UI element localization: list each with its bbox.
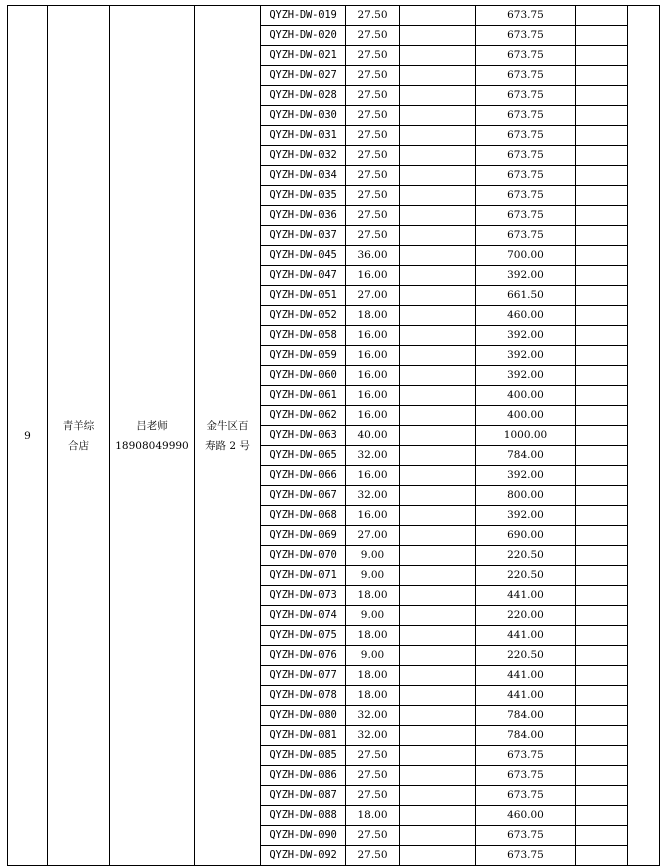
booth-area: 18.00 <box>346 686 400 706</box>
booth-code: QYZH-DW-035 <box>261 186 346 206</box>
booth-area: 16.00 <box>346 366 400 386</box>
blank-cell <box>576 626 628 646</box>
blank-cell <box>576 426 628 446</box>
booth-amount: 800.00 <box>476 486 576 506</box>
store-booth-table <box>7 5 660 866</box>
booth-code: QYZH-DW-090 <box>261 826 346 846</box>
blank-cell <box>400 146 476 166</box>
store-index: 9 <box>24 429 31 442</box>
booth-amount: 220.50 <box>476 566 576 586</box>
booth-code: QYZH-DW-063 <box>261 426 346 446</box>
blank-cell <box>576 226 628 246</box>
booth-code: QYZH-DW-061 <box>261 386 346 406</box>
booth-area: 16.00 <box>346 406 400 426</box>
blank-cell <box>576 546 628 566</box>
booth-code: QYZH-DW-047 <box>261 266 346 286</box>
booth-amount: 673.75 <box>476 766 576 786</box>
blank-cell <box>400 746 476 766</box>
booth-area: 27.50 <box>346 66 400 86</box>
blank-cell <box>400 106 476 126</box>
blank-cell <box>400 326 476 346</box>
blank-cell <box>400 826 476 846</box>
booth-area: 27.50 <box>346 746 400 766</box>
blank-cell <box>400 446 476 466</box>
blank-cell <box>576 286 628 306</box>
booth-code: QYZH-DW-074 <box>261 606 346 626</box>
booth-code: QYZH-DW-058 <box>261 326 346 346</box>
booth-area: 9.00 <box>346 646 400 666</box>
blank-cell <box>400 126 476 146</box>
blank-cell <box>400 366 476 386</box>
booth-code: QYZH-DW-060 <box>261 366 346 386</box>
booth-code: QYZH-DW-032 <box>261 146 346 166</box>
booth-amount: 673.75 <box>476 226 576 246</box>
booth-amount: 400.00 <box>476 406 576 426</box>
blank-cell <box>576 186 628 206</box>
booth-amount: 673.75 <box>476 126 576 146</box>
blank-cell <box>576 406 628 426</box>
booth-amount: 673.75 <box>476 846 576 866</box>
booth-code: QYZH-DW-076 <box>261 646 346 666</box>
blank-cell <box>576 246 628 266</box>
blank-cell <box>400 606 476 626</box>
blank-cell <box>576 6 628 26</box>
blank-cell <box>576 86 628 106</box>
booth-amount: 673.75 <box>476 106 576 126</box>
booth-code: QYZH-DW-085 <box>261 746 346 766</box>
blank-cell <box>400 566 476 586</box>
booth-code: QYZH-DW-067 <box>261 486 346 506</box>
booth-area: 18.00 <box>346 666 400 686</box>
booth-amount: 441.00 <box>476 586 576 606</box>
booth-area: 16.00 <box>346 326 400 346</box>
booth-amount: 784.00 <box>476 446 576 466</box>
blank-cell <box>576 66 628 86</box>
table-body <box>8 6 660 866</box>
blank-cell <box>400 546 476 566</box>
blank-cell <box>576 26 628 46</box>
booth-amount: 400.00 <box>476 386 576 406</box>
blank-cell <box>576 306 628 326</box>
booth-code: QYZH-DW-037 <box>261 226 346 246</box>
booth-code: QYZH-DW-068 <box>261 506 346 526</box>
blank-cell <box>400 26 476 46</box>
blank-cell <box>400 666 476 686</box>
store-address-cell <box>195 6 261 866</box>
blank-cell <box>576 446 628 466</box>
booth-amount: 673.75 <box>476 206 576 226</box>
blank-cell <box>576 586 628 606</box>
booth-area: 27.50 <box>346 226 400 246</box>
booth-amount: 673.75 <box>476 26 576 46</box>
blank-cell <box>400 286 476 306</box>
store-contact-cell <box>110 6 195 866</box>
blank-cell <box>576 206 628 226</box>
booth-area: 36.00 <box>346 246 400 266</box>
booth-amount: 441.00 <box>476 686 576 706</box>
booth-area: 27.00 <box>346 286 400 306</box>
booth-code: QYZH-DW-030 <box>261 106 346 126</box>
booth-area: 40.00 <box>346 426 400 446</box>
blank-cell <box>576 766 628 786</box>
blank-cell <box>576 386 628 406</box>
blank-cell <box>400 646 476 666</box>
booth-code: QYZH-DW-092 <box>261 846 346 866</box>
booth-amount: 1000.00 <box>476 426 576 446</box>
booth-area: 32.00 <box>346 486 400 506</box>
booth-area: 27.50 <box>346 186 400 206</box>
booth-area: 27.50 <box>346 206 400 226</box>
booth-code: QYZH-DW-087 <box>261 786 346 806</box>
blank-cell <box>576 786 628 806</box>
blank-cell <box>400 846 476 866</box>
booth-area: 27.50 <box>346 106 400 126</box>
store-name-line: 青羊综 <box>62 419 95 432</box>
booth-amount: 392.00 <box>476 466 576 486</box>
blank-cell <box>576 506 628 526</box>
booth-code: QYZH-DW-071 <box>261 566 346 586</box>
booth-area: 27.50 <box>346 146 400 166</box>
booth-amount: 673.75 <box>476 746 576 766</box>
blank-cell <box>576 126 628 146</box>
booth-code: QYZH-DW-080 <box>261 706 346 726</box>
booth-code: QYZH-DW-073 <box>261 586 346 606</box>
contact-name: 吕老师 <box>136 419 168 432</box>
blank-cell <box>576 466 628 486</box>
store-name-line: 合店 <box>68 439 89 452</box>
blank-cell <box>576 746 628 766</box>
booth-amount: 673.75 <box>476 86 576 106</box>
booth-code: QYZH-DW-027 <box>261 66 346 86</box>
booth-amount: 441.00 <box>476 666 576 686</box>
store-name-cell <box>48 6 110 866</box>
booth-area: 16.00 <box>346 506 400 526</box>
booth-amount: 784.00 <box>476 706 576 726</box>
remarks-cell <box>628 6 660 866</box>
booth-area: 16.00 <box>346 466 400 486</box>
booth-area: 27.50 <box>346 46 400 66</box>
booth-area: 18.00 <box>346 306 400 326</box>
blank-cell <box>400 346 476 366</box>
booth-code: QYZH-DW-021 <box>261 46 346 66</box>
table-row <box>8 6 660 26</box>
booth-area: 18.00 <box>346 806 400 826</box>
booth-amount: 460.00 <box>476 806 576 826</box>
blank-cell <box>400 306 476 326</box>
blank-cell <box>400 266 476 286</box>
booth-amount: 673.75 <box>476 166 576 186</box>
booth-amount: 673.75 <box>476 46 576 66</box>
booth-amount: 392.00 <box>476 326 576 346</box>
address-line: 寿路 2 号 <box>205 439 250 452</box>
booth-code: QYZH-DW-062 <box>261 406 346 426</box>
blank-cell <box>576 266 628 286</box>
blank-cell <box>400 526 476 546</box>
blank-cell <box>576 346 628 366</box>
blank-cell <box>400 586 476 606</box>
blank-cell <box>400 226 476 246</box>
blank-cell <box>576 366 628 386</box>
booth-amount: 441.00 <box>476 626 576 646</box>
booth-amount: 220.50 <box>476 646 576 666</box>
blank-cell <box>576 106 628 126</box>
blank-cell <box>400 426 476 446</box>
booth-amount: 392.00 <box>476 366 576 386</box>
booth-code: QYZH-DW-031 <box>261 126 346 146</box>
booth-code: QYZH-DW-078 <box>261 686 346 706</box>
booth-area: 27.50 <box>346 26 400 46</box>
blank-cell <box>400 686 476 706</box>
blank-cell <box>400 166 476 186</box>
booth-amount: 661.50 <box>476 286 576 306</box>
booth-code: QYZH-DW-070 <box>261 546 346 566</box>
blank-cell <box>576 826 628 846</box>
booth-code: QYZH-DW-045 <box>261 246 346 266</box>
blank-cell <box>400 786 476 806</box>
booth-area: 27.50 <box>346 126 400 146</box>
booth-amount: 690.00 <box>476 526 576 546</box>
blank-cell <box>400 186 476 206</box>
booth-area: 27.50 <box>346 166 400 186</box>
blank-cell <box>576 686 628 706</box>
contact-phone: 18908049990 <box>115 439 189 452</box>
booth-area: 27.50 <box>346 826 400 846</box>
booth-area: 16.00 <box>346 346 400 366</box>
booth-area: 27.50 <box>346 766 400 786</box>
booth-area: 27.50 <box>346 786 400 806</box>
booth-amount: 220.00 <box>476 606 576 626</box>
blank-cell <box>400 766 476 786</box>
blank-cell <box>400 6 476 26</box>
blank-cell <box>400 46 476 66</box>
booth-code: QYZH-DW-077 <box>261 666 346 686</box>
blank-cell <box>400 706 476 726</box>
booth-area: 27.50 <box>346 6 400 26</box>
booth-amount: 392.00 <box>476 506 576 526</box>
booth-code: QYZH-DW-081 <box>261 726 346 746</box>
booth-amount: 392.00 <box>476 266 576 286</box>
booth-amount: 673.75 <box>476 786 576 806</box>
blank-cell <box>400 806 476 826</box>
blank-cell <box>576 486 628 506</box>
booth-area: 9.00 <box>346 546 400 566</box>
booth-code: QYZH-DW-075 <box>261 626 346 646</box>
booth-area: 16.00 <box>346 266 400 286</box>
booth-area: 9.00 <box>346 566 400 586</box>
blank-cell <box>576 566 628 586</box>
booth-area: 32.00 <box>346 726 400 746</box>
blank-cell <box>400 66 476 86</box>
blank-cell <box>576 706 628 726</box>
booth-code: QYZH-DW-066 <box>261 466 346 486</box>
blank-cell <box>576 726 628 746</box>
booth-amount: 673.75 <box>476 6 576 26</box>
blank-cell <box>400 466 476 486</box>
blank-cell <box>400 386 476 406</box>
blank-cell <box>400 246 476 266</box>
booth-code: QYZH-DW-051 <box>261 286 346 306</box>
blank-cell <box>576 846 628 866</box>
booth-area: 18.00 <box>346 586 400 606</box>
booth-area: 27.50 <box>346 86 400 106</box>
booth-code: QYZH-DW-088 <box>261 806 346 826</box>
booth-code: QYZH-DW-020 <box>261 26 346 46</box>
store-index-cell <box>8 6 48 866</box>
booth-code: QYZH-DW-028 <box>261 86 346 106</box>
blank-cell <box>400 506 476 526</box>
blank-cell <box>576 806 628 826</box>
booth-amount: 673.75 <box>476 826 576 846</box>
blank-cell <box>400 406 476 426</box>
booth-code: QYZH-DW-019 <box>261 6 346 26</box>
booth-area: 16.00 <box>346 386 400 406</box>
booth-code: QYZH-DW-052 <box>261 306 346 326</box>
booth-code: QYZH-DW-069 <box>261 526 346 546</box>
booth-amount: 220.50 <box>476 546 576 566</box>
booth-area: 9.00 <box>346 606 400 626</box>
blank-cell <box>400 626 476 646</box>
booth-amount: 700.00 <box>476 246 576 266</box>
booth-area: 32.00 <box>346 446 400 466</box>
booth-area: 27.00 <box>346 526 400 546</box>
booth-area: 18.00 <box>346 626 400 646</box>
blank-cell <box>576 646 628 666</box>
blank-cell <box>400 86 476 106</box>
booth-code: QYZH-DW-086 <box>261 766 346 786</box>
booth-amount: 392.00 <box>476 346 576 366</box>
address-line: 金牛区百 <box>206 419 249 432</box>
booth-code: QYZH-DW-036 <box>261 206 346 226</box>
booth-amount: 673.75 <box>476 186 576 206</box>
blank-cell <box>400 726 476 746</box>
blank-cell <box>576 146 628 166</box>
booth-amount: 784.00 <box>476 726 576 746</box>
blank-cell <box>576 46 628 66</box>
blank-cell <box>576 326 628 346</box>
blank-cell <box>576 526 628 546</box>
booth-code: QYZH-DW-034 <box>261 166 346 186</box>
booth-code: QYZH-DW-065 <box>261 446 346 466</box>
blank-cell <box>400 486 476 506</box>
booth-code: QYZH-DW-059 <box>261 346 346 366</box>
booth-amount: 673.75 <box>476 146 576 166</box>
blank-cell <box>400 206 476 226</box>
booth-amount: 460.00 <box>476 306 576 326</box>
blank-cell <box>576 666 628 686</box>
blank-cell <box>576 166 628 186</box>
booth-area: 32.00 <box>346 706 400 726</box>
booth-area: 27.50 <box>346 846 400 866</box>
booth-amount: 673.75 <box>476 66 576 86</box>
blank-cell <box>576 606 628 626</box>
